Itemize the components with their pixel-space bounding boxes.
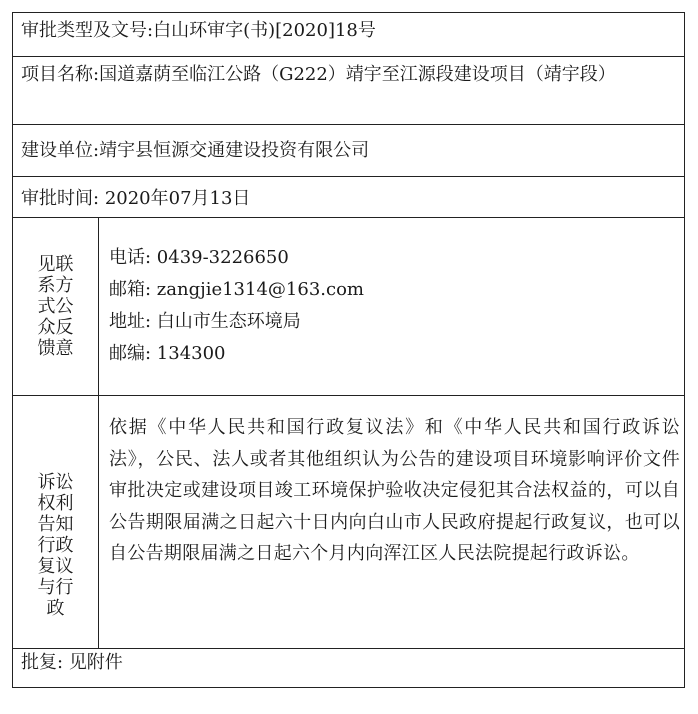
contact-email: 邮箱: zangjie1314@163.com (109, 279, 364, 300)
approval-doc-value: 白山环审字(书)[2020]18号 (153, 20, 376, 41)
reply-value: 见附件 (68, 652, 123, 673)
project-name-row (13, 57, 684, 125)
feedback-content-cell (99, 218, 684, 395)
contact-postcode: 邮编: 134300 (109, 343, 226, 364)
builder-label: 建设单位: (21, 140, 100, 161)
approval-time-value: 2020年07月13日 (104, 188, 251, 209)
litigation-content-cell (99, 396, 684, 648)
contact-phone: 电话: 0439-3226650 (109, 247, 289, 268)
approval-notice-table (12, 12, 685, 688)
contact-address: 地址: 白山市生态环境局 (109, 311, 301, 332)
project-name-value: 国道嘉荫至临江公路（G222）靖宇至江源段建设项目（靖宇段） (99, 64, 616, 85)
litigation-row (13, 396, 684, 649)
approval-doc-row (13, 13, 684, 57)
approval-doc-label: 审批类型及文号: (21, 20, 154, 41)
litigation-label: 诉讼权利告知行政复议与行政 (37, 471, 74, 619)
litigation-label-cell (13, 396, 99, 648)
litigation-body: 依据《中华人民共和国行政复议法》和《中华人民共和国行政诉讼法》，公民、法人或者其他组织认为公告的建设项目环境影响评价文件审批决定或建设项目竣工环境保护验收决定侵犯其合法权益的，可以自公告期限届满之日起六十日内向白山市人民政府提起行政复议，也可以自公告期限届满之日起六个月内向浑江区人民法院提起行政诉讼。 (109, 417, 680, 564)
feedback-label-cell (13, 218, 99, 395)
approval-time-label: 审批时间: (21, 188, 100, 209)
builder-value: 靖宇县恒源交通建设投资有限公司 (99, 140, 370, 161)
reply-label: 批复: (21, 652, 64, 673)
reply-row (13, 649, 684, 689)
feedback-label: 见联系方式公众反馈意 (37, 254, 74, 359)
approval-time-row (13, 177, 684, 218)
feedback-row (13, 218, 684, 396)
builder-row (13, 125, 684, 177)
project-name-label: 项目名称: (21, 64, 100, 85)
